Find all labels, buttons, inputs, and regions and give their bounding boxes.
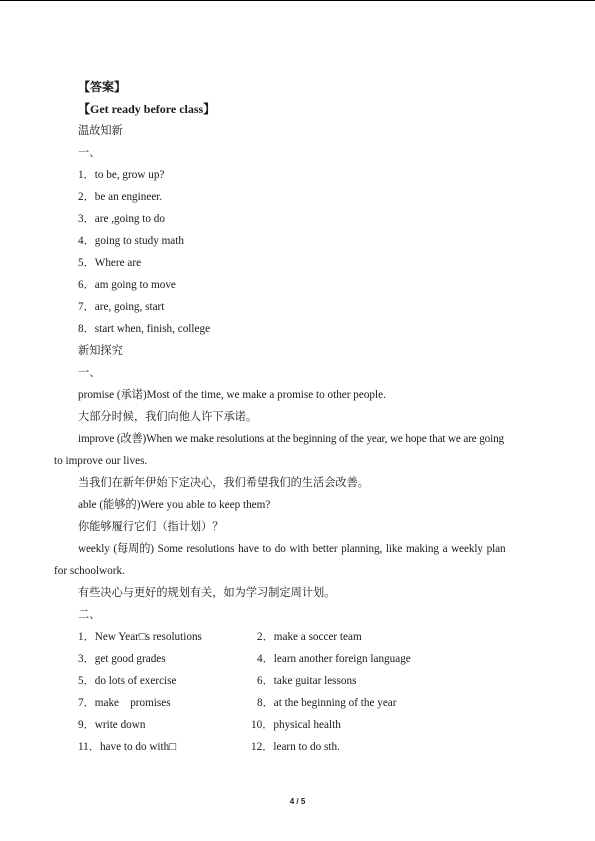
phrase-item: 4．learn another foreign language — [257, 653, 411, 665]
review-part-one: 一、 — [78, 147, 101, 159]
phrase-item: 2．make a soccer team — [257, 631, 362, 643]
phrase-item: 8．at the beginning of the year — [257, 697, 397, 709]
vocab-en-continued: for schoolwork. — [54, 565, 125, 577]
phrase-item: 9．write down — [78, 719, 146, 731]
vocab-en: promise (承诺)Most of the time, we make a promise to other people. — [78, 389, 386, 401]
header-rule — [0, 0, 595, 1]
phrase-item: 1．New Year□s resolutions — [78, 631, 202, 643]
review-item: 4．going to study math — [78, 235, 184, 247]
page-number: 4 / 5 — [289, 797, 306, 806]
phrase-item: 10．physical health — [251, 719, 341, 731]
explore-part-two: 二、 — [78, 609, 101, 621]
review-item: 2．be an engineer. — [78, 191, 163, 203]
vocab-en-continued: to improve our lives. — [54, 455, 148, 467]
phrase-item: 7．make promises — [78, 697, 171, 709]
explore-part-one: 一、 — [78, 367, 101, 379]
review-item: 1．to be, grow up? — [78, 169, 165, 181]
phrase-item: 11．have to do with□ — [78, 741, 177, 753]
phrase-item: 5．do lots of exercise — [78, 675, 177, 687]
review-item: 6．am going to move — [78, 279, 176, 291]
explore-title: 新知探究 — [78, 345, 123, 357]
vocab-zh: 大部分时候，我们向他人许下承诺。 — [78, 411, 258, 423]
vocab-zh: 有些决心与更好的规划有关，如为学习制定周计划。 — [78, 587, 336, 599]
phrase-item: 6．take guitar lessons — [257, 675, 357, 687]
review-item: 3．are ,going to do — [78, 213, 165, 225]
vocab-zh: 当我们在新年伊始下定决心，我们希望我们的生活会改善。 — [78, 477, 369, 489]
answer-heading: 【答案】 — [78, 80, 127, 94]
review-item: 8．start when, finish, college — [78, 323, 211, 335]
review-item: 7．are, going, start — [78, 301, 165, 313]
review-title: 温故知新 — [78, 125, 123, 137]
phrase-item: 12．learn to do sth. — [251, 741, 340, 753]
section-heading: 【Get ready before class】 — [78, 102, 216, 116]
vocab-en: weekly (每周的) Some resolutions have to do with better planning, like making a weekly plan — [78, 543, 506, 555]
review-item: 5．Where are — [78, 257, 142, 269]
vocab-en: improve (改善)When we make resolutions at the beginning of the year, we hope that we are going — [78, 433, 504, 445]
vocab-en: able (能够的)Were you able to keep them? — [78, 499, 271, 511]
phrase-item: 3．get good grades — [78, 653, 166, 665]
vocab-zh: 你能够履行它们（指计划）？ — [78, 521, 224, 533]
